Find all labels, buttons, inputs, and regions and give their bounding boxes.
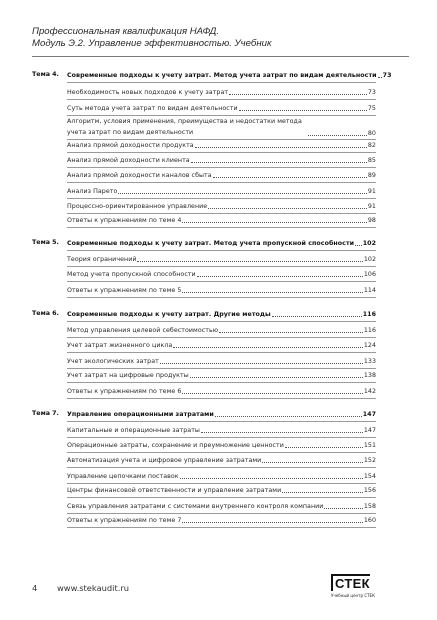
- page-ref: 73: [367, 89, 376, 96]
- entry-divider: [67, 167, 376, 168]
- entry-label: Учет затрат на цифровые продукты: [67, 372, 189, 379]
- toc-entry[interactable]: [67, 253, 376, 264]
- dot-leader: [213, 177, 367, 178]
- dot-leader: [118, 193, 366, 194]
- dot-leader: [219, 332, 363, 333]
- page-ref: 80: [367, 130, 376, 137]
- section-title-row[interactable]: [67, 69, 392, 80]
- entry-label: Ответы к упражнениям по теме 6: [67, 388, 182, 395]
- page-ref: 142: [363, 388, 376, 395]
- entry-divider: [67, 452, 376, 453]
- entry-label: Управление цепочками поставок: [67, 473, 179, 480]
- section-title-row[interactable]: [67, 308, 376, 319]
- dot-leader: [180, 478, 363, 479]
- section-number: Тема 7.: [32, 410, 59, 417]
- section-title-row[interactable]: [67, 408, 376, 419]
- dot-leader: [191, 162, 367, 163]
- entry-divider: [67, 266, 376, 267]
- page-ref: 151: [363, 442, 376, 449]
- dot-leader: [182, 393, 362, 394]
- entry-divider: [67, 527, 376, 528]
- entry-divider: [67, 497, 376, 498]
- section-title: Управление операционными затратами: [67, 411, 214, 418]
- entry-divider: [67, 398, 376, 399]
- page-ref: 138: [363, 372, 376, 379]
- entry-label: Алгоритм, условия применения, преимущества и недостатки метода учета затрат по видам деятельности: [67, 118, 302, 136]
- dot-leader: [160, 363, 363, 364]
- entry-label: Ответы к упражнениям по теме 7: [67, 517, 182, 524]
- entry-divider: [67, 437, 376, 438]
- dot-leader: [182, 522, 362, 523]
- toc-entry[interactable]: [67, 268, 376, 279]
- website-link[interactable]: www.stekaudit.ru: [57, 583, 130, 593]
- toc-entry[interactable]: [67, 514, 376, 525]
- toc-entry[interactable]: [67, 102, 376, 113]
- page-ref: 85: [367, 157, 376, 164]
- page-ref: 133: [363, 358, 376, 365]
- page-ref: 106: [363, 271, 376, 278]
- stek-logo: [331, 574, 381, 604]
- toc-entry[interactable]: [67, 154, 376, 165]
- dot-leader: [239, 110, 367, 111]
- toc-entry[interactable]: [67, 339, 376, 350]
- section-number: Тема 5.: [32, 239, 59, 246]
- toc-entry[interactable]: [67, 169, 376, 180]
- entry-divider: [67, 297, 376, 298]
- toc-entry[interactable]: [67, 185, 376, 196]
- entry-label: Ответы к упражнениям по теме 5: [67, 287, 182, 294]
- dot-leader: [282, 492, 363, 493]
- entry-label: Суть метода учета затрат по видам деятельности: [67, 105, 238, 112]
- page-ref: 102: [363, 256, 376, 263]
- section-number: Тема 4.: [32, 71, 59, 78]
- page-ref: 116: [362, 311, 376, 318]
- dot-leader: [215, 416, 362, 417]
- page-ref: 147: [363, 427, 376, 434]
- title-divider: [67, 250, 376, 251]
- toc-entry[interactable]: [67, 500, 376, 511]
- page-ref: 102: [362, 240, 376, 247]
- section-title: Современные подходы к учету затрат. Другие методы: [67, 311, 271, 318]
- section-title: Современные подходы к учету затрат. Метод учета пропускной способности: [67, 240, 355, 247]
- entry-label: Учет экологических затрат: [67, 358, 159, 365]
- dot-leader: [197, 276, 363, 277]
- entry-divider: [67, 99, 376, 100]
- page-ref: 91: [367, 188, 376, 195]
- dot-leader: [182, 292, 362, 293]
- entry-label: Теория ограничений: [67, 256, 137, 263]
- toc-entry[interactable]: [67, 200, 376, 211]
- page-ref: 156: [363, 487, 376, 494]
- page-ref: 98: [367, 217, 376, 224]
- entry-divider: [67, 281, 376, 282]
- dot-leader: [137, 261, 362, 262]
- entry-label: Ответы к упражнениям по теме 4: [67, 217, 182, 224]
- page-ref: 73: [382, 72, 392, 79]
- entry-label: Связь управления затратами с системами внутреннего контроля компании: [67, 503, 324, 510]
- page-ref: 82: [367, 142, 376, 149]
- entry-label: Автоматизация учета и цифровое управление затратами: [67, 457, 262, 464]
- toc-entry[interactable]: [67, 454, 376, 465]
- header-line-2: Модуль Э.2. Управление эффективностью. Учебник: [32, 37, 272, 49]
- dot-leader: [308, 135, 367, 136]
- entry-label: Метод управления целевой себестоимостью: [67, 327, 219, 334]
- section-title-row[interactable]: [67, 237, 376, 248]
- page-ref: 91: [367, 203, 376, 210]
- page-ref: 124: [363, 342, 376, 349]
- page-ref: 75: [367, 105, 376, 112]
- dot-leader: [195, 147, 367, 148]
- page-ref: 160: [363, 517, 376, 524]
- toc-entry[interactable]: [67, 355, 376, 366]
- toc-entry[interactable]: [67, 214, 376, 225]
- logo-mark: СТЕК: [331, 574, 370, 591]
- entry-label: Необходимость новых подходов к учету затрат: [67, 89, 229, 96]
- entry-label: Анализ прямой доходности клиента: [67, 157, 190, 164]
- header-line-1: Профессиональная квалификация НАФД.: [32, 26, 220, 37]
- toc-entry[interactable]: [67, 385, 376, 396]
- entry-divider: [67, 337, 376, 338]
- entry-label: Капитальные и операционные затраты: [67, 427, 200, 434]
- toc-entry[interactable]: [67, 324, 376, 335]
- dot-leader: [272, 316, 362, 317]
- entry-label: Метод учета пропускной способности: [67, 271, 196, 278]
- entry-label: Процессно-ориентированное управление: [67, 203, 208, 210]
- dot-leader: [229, 94, 367, 95]
- toc-entry[interactable]: [67, 86, 376, 97]
- dot-leader: [285, 447, 363, 448]
- entry-label: Анализ прямой доходности каналов сбыта: [67, 172, 212, 179]
- entry-divider: [67, 115, 376, 116]
- page-number: 4: [32, 583, 38, 593]
- toc-entry[interactable]: [67, 470, 376, 481]
- entry-divider: [67, 352, 376, 353]
- page-ref: 114: [363, 287, 376, 294]
- dot-leader: [182, 222, 366, 223]
- toc-entry[interactable]: [67, 439, 376, 450]
- entry-label: Центры финансовой ответственности и управление затратами: [67, 487, 282, 494]
- dot-leader: [173, 347, 363, 348]
- entry-divider: [67, 227, 376, 228]
- title-divider: [67, 321, 376, 322]
- dot-leader: [201, 432, 363, 433]
- toc-entry[interactable]: [67, 139, 376, 150]
- logo-subtitle: Учебный центр СТЕК: [331, 593, 375, 598]
- toc-entry[interactable]: [67, 484, 376, 495]
- toc-entry[interactable]: [67, 369, 376, 380]
- entry-divider: [67, 182, 376, 183]
- toc-entry[interactable]: [67, 117, 376, 138]
- entry-label: Учет затрат жизненного цикла: [67, 342, 173, 349]
- entry-label: Анализ прямой доходности продукта: [67, 142, 194, 149]
- title-divider: [67, 421, 376, 422]
- dot-leader: [190, 377, 363, 378]
- toc-entry[interactable]: [67, 284, 376, 295]
- page-ref: 152: [363, 457, 376, 464]
- dot-leader: [262, 462, 363, 463]
- dot-leader: [378, 77, 382, 78]
- page-ref: 154: [363, 473, 376, 480]
- entry-divider: [67, 382, 376, 383]
- page-ref: 147: [362, 411, 376, 418]
- section-title: Современные подходы к учету затрат. Метод учета затрат по видам деятельности: [67, 72, 377, 79]
- entry-divider: [67, 152, 376, 153]
- page-ref: 89: [367, 172, 376, 179]
- page-ref: 116: [363, 327, 376, 334]
- toc-entry[interactable]: [67, 424, 376, 435]
- entry-divider: [67, 198, 376, 199]
- dot-leader: [208, 208, 367, 209]
- entry-divider: [67, 467, 376, 468]
- dot-leader: [324, 508, 362, 509]
- page-ref: 158: [363, 503, 376, 510]
- title-divider: [67, 82, 376, 83]
- dot-leader: [355, 245, 362, 246]
- entry-label: Операционные затраты, сохранение и преумножение ценности: [67, 442, 284, 449]
- section-number: Тема 6.: [32, 310, 59, 317]
- entry-label: Анализ Парето: [67, 188, 118, 195]
